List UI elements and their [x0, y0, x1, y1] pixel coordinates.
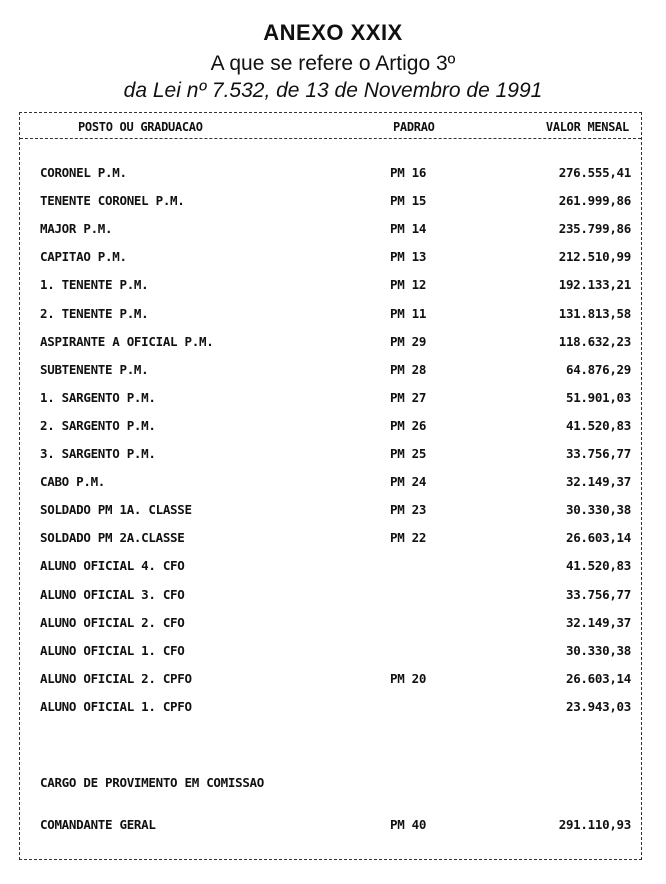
cell-valor: 212.510,99	[558, 249, 631, 265]
cell-valor: 26.603,14	[565, 530, 631, 546]
cell-posto: SOLDADO PM 2A.CLASSE	[40, 530, 185, 546]
column-header-posto: POSTO OU GRADUACAO	[78, 120, 203, 134]
table-row	[20, 699, 641, 721]
final-table-row	[20, 817, 641, 839]
annex-title: ANEXO XXIX	[263, 20, 403, 45]
section-row	[20, 775, 641, 797]
cell-valor: 192.133,21	[558, 277, 631, 293]
column-header-padrao: PADRAO	[393, 120, 435, 134]
cell-padrao: PM 20	[390, 670, 427, 686]
cell-valor: 33.756,77	[565, 586, 631, 602]
cell-posto: CORONEL P.M.	[40, 165, 127, 180]
cell-posto: ALUNO OFICIAL 2. CPFO	[40, 670, 192, 686]
cell-valor: 32.149,37	[565, 474, 631, 490]
cell-posto: TENENTE CORONEL P.M.	[40, 193, 185, 209]
cell-posto: 3. SARGENTO P.M.	[40, 446, 156, 461]
table-row	[20, 334, 641, 356]
section-label: CARGO DE PROVIMENTO EM COMISSAO	[40, 775, 264, 790]
cell-padrao: PM 11	[390, 305, 427, 321]
cell-padrao: PM 14	[390, 221, 427, 237]
cell-padrao: PM 16	[390, 165, 427, 180]
cell-posto: ALUNO OFICIAL 3. CFO	[40, 586, 185, 602]
table-row	[20, 362, 641, 384]
cell-posto: ALUNO OFICIAL 1. CPFO	[40, 698, 192, 714]
cell-padrao: PM 23	[390, 502, 427, 518]
table-row	[20, 418, 641, 440]
table-row	[20, 502, 641, 524]
cell-posto: 1. TENENTE P.M.	[40, 277, 149, 293]
cell-posto: SUBTENENTE P.M.	[40, 361, 149, 377]
cell-padrao: PM 28	[390, 361, 427, 377]
table-row	[20, 587, 641, 609]
salary-table	[19, 112, 642, 860]
cell-valor: 33.756,77	[565, 446, 631, 461]
cell-posto: COMANDANTE GERAL	[40, 817, 156, 832]
cell-valor: 118.632,23	[558, 333, 631, 349]
cell-posto: ASPIRANTE A OFICIAL P.M.	[40, 333, 214, 349]
cell-posto: CABO P.M.	[40, 474, 106, 490]
cell-valor: 30.330,38	[565, 642, 631, 658]
cell-posto: ALUNO OFICIAL 2. CFO	[40, 614, 185, 630]
cell-posto: 2. TENENTE P.M.	[40, 305, 149, 321]
table-row	[20, 165, 641, 187]
cell-padrao: PM 29	[390, 333, 427, 349]
cell-posto: 2. SARGENTO P.M.	[40, 417, 156, 433]
table-row	[20, 474, 641, 496]
table-row	[20, 530, 641, 552]
column-header-valor: VALOR MENSAL	[545, 120, 629, 134]
cell-padrao: PM 22	[390, 530, 427, 546]
table-row	[20, 306, 641, 328]
cell-posto: SOLDADO PM 1A. CLASSE	[40, 502, 192, 518]
cell-padrao: PM 40	[390, 817, 427, 832]
cell-padrao: PM 15	[390, 193, 427, 209]
cell-posto: 1. SARGENTO P.M.	[40, 389, 156, 405]
cell-padrao: PM 24	[390, 474, 427, 490]
cell-valor: 261.999,86	[558, 193, 631, 209]
table-row	[20, 558, 641, 580]
table-row	[20, 643, 641, 665]
annex-subtitle-line2	[0, 79, 666, 103]
table-row	[20, 193, 641, 215]
cell-padrao: PM 13	[390, 249, 427, 265]
law-reference: da Lei nº 7.532, de 13 de Novembro de 1991	[123, 79, 543, 102]
table-row	[20, 615, 641, 637]
cell-valor: 64.876,29	[565, 361, 631, 377]
cell-padrao: PM 27	[390, 389, 427, 405]
table-row	[20, 221, 641, 243]
cell-valor: 26.603,14	[565, 670, 631, 686]
cell-valor: 235.799,86	[558, 221, 631, 237]
cell-valor: 41.520,83	[565, 417, 631, 433]
cell-posto: ALUNO OFICIAL 1. CFO	[40, 642, 185, 658]
table-row	[20, 277, 641, 299]
cell-padrao: PM 26	[390, 417, 427, 433]
cell-valor: 51.901,03	[565, 389, 631, 405]
cell-padrao: PM 12	[390, 277, 427, 293]
cell-valor: 32.149,37	[565, 614, 631, 630]
table-row	[20, 390, 641, 412]
table-row	[20, 249, 641, 271]
cell-posto: CAPITAO P.M.	[40, 249, 127, 265]
cell-valor: 291.110,93	[558, 817, 631, 832]
annex-subtitle-line1: A que se refere o Artigo 3º	[210, 52, 456, 75]
cell-valor: 23.943,03	[565, 698, 631, 714]
table-header-row	[20, 116, 641, 139]
cell-valor: 30.330,38	[565, 502, 631, 518]
table-row	[20, 671, 641, 693]
cell-posto: ALUNO OFICIAL 4. CFO	[40, 558, 185, 574]
cell-posto: MAJOR P.M.	[40, 221, 113, 237]
cell-valor: 131.813,58	[558, 305, 631, 321]
table-row	[20, 446, 641, 468]
cell-padrao: PM 25	[390, 446, 427, 461]
cell-valor: 276.555,41	[558, 165, 631, 180]
cell-valor: 41.520,83	[565, 558, 631, 574]
